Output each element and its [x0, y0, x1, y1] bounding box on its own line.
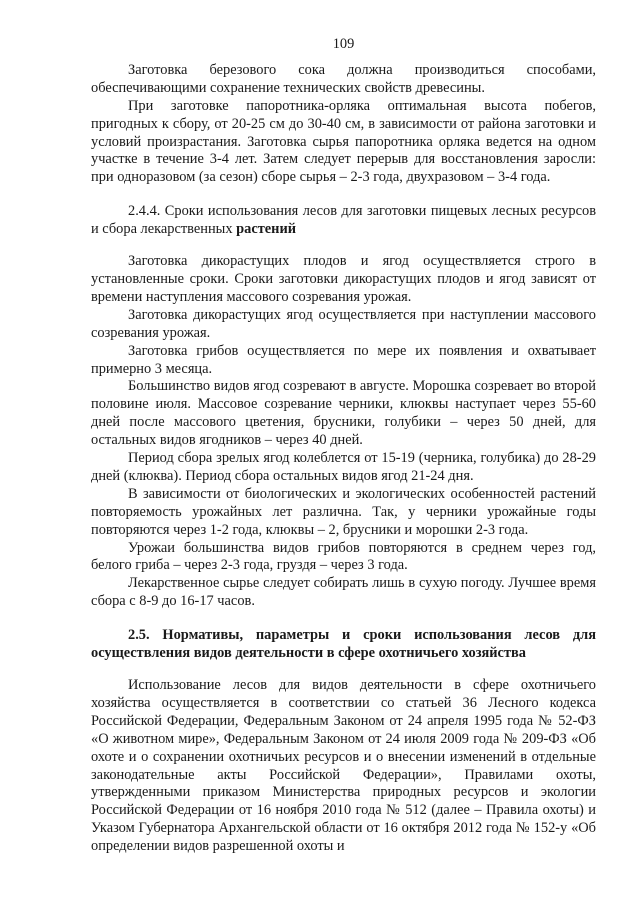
section-heading-2-5: 2.5. Нормативы, параметры и сроки использования лесов для осуществления видов деятельности в сфере охотничьего хозяйства [91, 627, 596, 662]
paragraph-mushroom-harvest: Заготовка грибов осуществляется по мере их появления и охватывает примерно 3 месяца. [91, 342, 596, 377]
paragraph-berry-ripening: Большинство видов ягод созревают в августе. Морошка созревает во второй половине июля. Массовое созревание черники, клюквы наступает через 55-60 дней после массового цветения, брусники, голубики – через 50 дней, для остальных видов ягодников – через 40 дней. [91, 378, 596, 449]
heading-bold-word: растений [236, 221, 297, 238]
paragraph-mushroom-yield: Урожаи большинства видов грибов повторяются в среднем через год, белого гриба – через 2-3 года, груздя – через 3 года. [91, 539, 596, 574]
paragraph-yield-frequency: В зависимости от биологических и экологических особенностей растений повторяемость урожайных лет различна. Так, у черники урожайные годы повторяются через 1-2 года, клюквы – 2, брусники и морошки 2-3 года. [91, 485, 596, 538]
paragraph-medicinal-raw: Лекарственное сырье следует собирать лишь в сухую погоду. Лучшее время сбора с 8-9 до 16-17 часов. [91, 575, 596, 610]
paragraph-berry-harvest: Заготовка дикорастущих ягод осуществляется при наступлении массового созревания урожая. [91, 306, 596, 341]
paragraph-hunting-regulation: Использование лесов для видов деятельности в сфере охотничьего хозяйства осуществляется в соответствии со статьей 36 Лесного кодекса Российской Федерации, Федеральным Законом от 24 апреля 1995 года № 52-ФЗ «О животном мире», Федеральным Законом от 24 июля 2009 года № 209-ФЗ «Об охоте и о сохранении охотничьих ресурсов и о внесении изменений в отдельные законодательные акты Российской Федерации», Правилами охоты, утвержденными приказом Министерства природных ресурсов и экологии Российской Федерации от 16 ноября 2010 года № 512 (далее – Правила охоты) и Указом Губернатора Архангельской области от 16 октября 2012 года № 152-у «Об определении видов разрешенной охоты и [91, 677, 596, 855]
section-heading-2-4-4 [91, 203, 596, 239]
heading-text: 2.4.4. Сроки использования лесов для заготовки пищевых лесных ресурсов и сбора лекарственных [91, 203, 596, 238]
page-number: 109 [332, 36, 355, 52]
paragraph-birch-sap: Заготовка березового сока должна производиться способами, обеспечивающими сохранение технических свойств древесины. [91, 61, 596, 96]
paragraph-collection-period: Период сбора зрелых ягод колеблется от 15-19 (черника, голубика) до 28-29 дней (клюква). Период сбора остальных видов ягод 21-24 дня. [91, 450, 596, 484]
paragraph-fruit-harvest: Заготовка дикорастущих плодов и ягод осуществляется строго в установленные сроки. Сроки заготовки дикорастущих плодов и ягод зависят от времени наступления массового созревания урожая. [91, 253, 596, 305]
paragraph-fern: При заготовке папоротника-орляка оптимальная высота побегов, пригодных к сбору, от 20-25 см до 30-40 см, в зависимости от района заготовки и условий произрастания. Заготовка сырья папоротника орляка ведется на одном участке в течение 3-4 лет. Затем следует перерыв для восстановления заросли: при одноразовом (за сезон) сборе сырья – 2-3 года, двухразовом – 3-4 года. [91, 97, 596, 186]
